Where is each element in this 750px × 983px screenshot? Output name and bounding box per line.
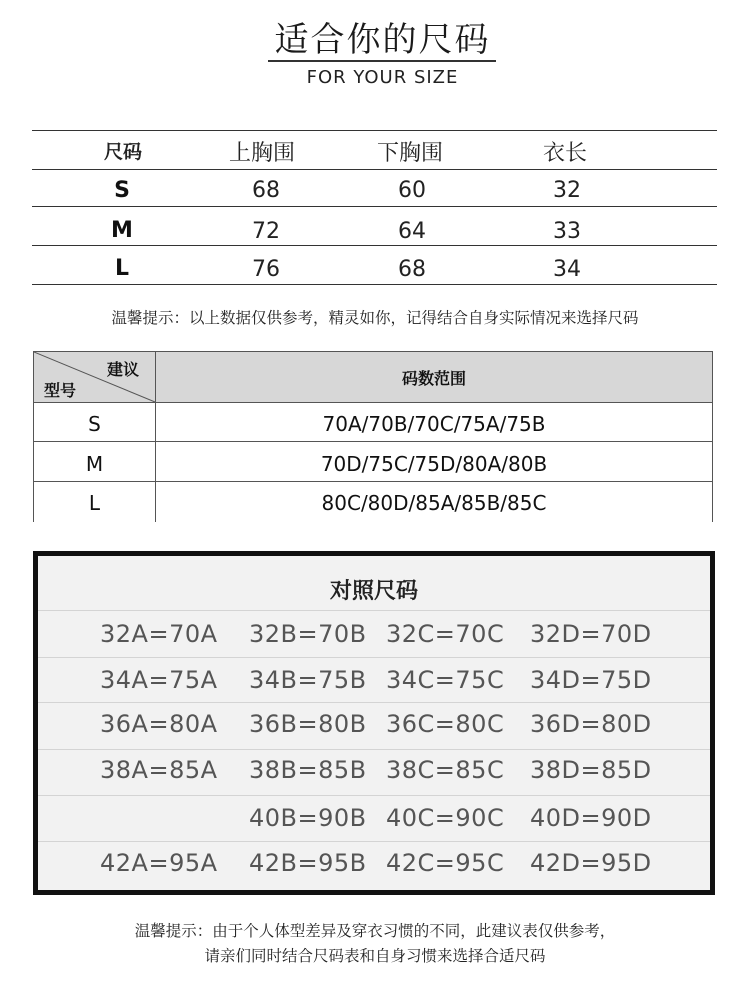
- range-size-label: L: [88, 491, 101, 515]
- corner-label-model: 型号: [44, 381, 77, 400]
- corner-label-suggest: 建议: [107, 360, 140, 379]
- compare-cell: 36D=80D: [530, 710, 652, 738]
- under-bust-value: 64: [398, 219, 426, 244]
- compare-cell: 40C=90C: [386, 804, 505, 832]
- compare-cell: 40D=90D: [530, 804, 652, 832]
- range-value: 70A/70B/70C/75A/75B: [322, 412, 546, 436]
- compare-cell: 38A=85A: [100, 756, 218, 784]
- length-value: 33: [553, 219, 581, 244]
- table-rule: [32, 130, 717, 131]
- range-value: 80C/80D/85A/85B/85C: [321, 491, 547, 515]
- size-label: S: [114, 178, 130, 203]
- compare-cell: 42A=95A: [100, 849, 218, 877]
- compare-cell: 42C=95C: [386, 849, 505, 877]
- table-rule: [32, 245, 717, 246]
- compare-cell: 40B=90B: [249, 804, 367, 832]
- range-size-label: M: [85, 452, 104, 476]
- page-title: 适合你的尺码: [274, 20, 491, 60]
- tip-note-line2: 请亲们同时结合尺码表和自身习惯来选择合适尺码: [204, 947, 546, 965]
- compare-cell: 34B=75B: [249, 666, 367, 694]
- compare-table: [33, 551, 715, 895]
- table-rule: [38, 749, 710, 750]
- length-value: 34: [553, 257, 581, 282]
- page-subtitle: FOR YOUR SIZE: [306, 67, 459, 88]
- range-value: 70D/75C/75D/80A/80B: [320, 452, 548, 476]
- table-rule: [34, 481, 712, 482]
- compare-cell: 36C=80C: [386, 710, 505, 738]
- compare-title: 对照尺码: [329, 579, 418, 604]
- compare-cell: 32C=70C: [386, 620, 505, 648]
- upper-bust-value: 68: [252, 178, 280, 203]
- under-bust-value: 68: [398, 257, 426, 282]
- table-rule: [38, 610, 710, 611]
- table-rule: [32, 284, 717, 285]
- compare-cell: 38D=85D: [530, 756, 652, 784]
- upper-bust-value: 72: [252, 219, 280, 244]
- header-length: 衣长: [543, 141, 588, 166]
- range-table: [33, 351, 713, 522]
- compare-cell: 38B=85B: [249, 756, 367, 784]
- length-value: 32: [553, 178, 581, 203]
- title-underline: [268, 60, 496, 62]
- table-rule: [32, 169, 717, 170]
- header-size: 尺码: [104, 141, 143, 163]
- table-rule: [32, 206, 717, 207]
- compare-cell: 36B=80B: [249, 710, 367, 738]
- compare-cell: 38C=85C: [386, 756, 505, 784]
- tip-note: 温馨提示：以上数据仅供参考，精灵如你，记得结合自身实际情况来选择尺码: [111, 309, 639, 327]
- size-label: L: [114, 256, 130, 281]
- table-rule: [38, 841, 710, 842]
- table-rule: [34, 441, 712, 442]
- compare-cell: 36A=80A: [100, 710, 218, 738]
- compare-cell: 34C=75C: [386, 666, 505, 694]
- table-rule: [38, 702, 710, 703]
- compare-cell: 42B=95B: [249, 849, 367, 877]
- upper-bust-value: 76: [252, 257, 280, 282]
- compare-cell: 32B=70B: [249, 620, 367, 648]
- tip-note-line1: 温馨提示：由于个人体型差异及穿衣习惯的不同，此建议表仅供参考，: [134, 922, 616, 940]
- compare-cell: 42D=95D: [530, 849, 652, 877]
- header-upper-bust: 上胸围: [229, 141, 296, 166]
- compare-cell: 32A=70A: [100, 620, 218, 648]
- under-bust-value: 60: [398, 178, 426, 203]
- range-size-label: S: [88, 412, 101, 436]
- range-header: 码数范围: [401, 369, 466, 388]
- size-label: M: [111, 218, 133, 243]
- table-rule: [38, 795, 710, 796]
- compare-cell: 34A=75A: [100, 666, 218, 694]
- compare-cell: 32D=70D: [530, 620, 652, 648]
- header-under-bust: 下胸围: [377, 141, 444, 166]
- table-rule: [38, 657, 710, 658]
- compare-cell: 34D=75D: [530, 666, 652, 694]
